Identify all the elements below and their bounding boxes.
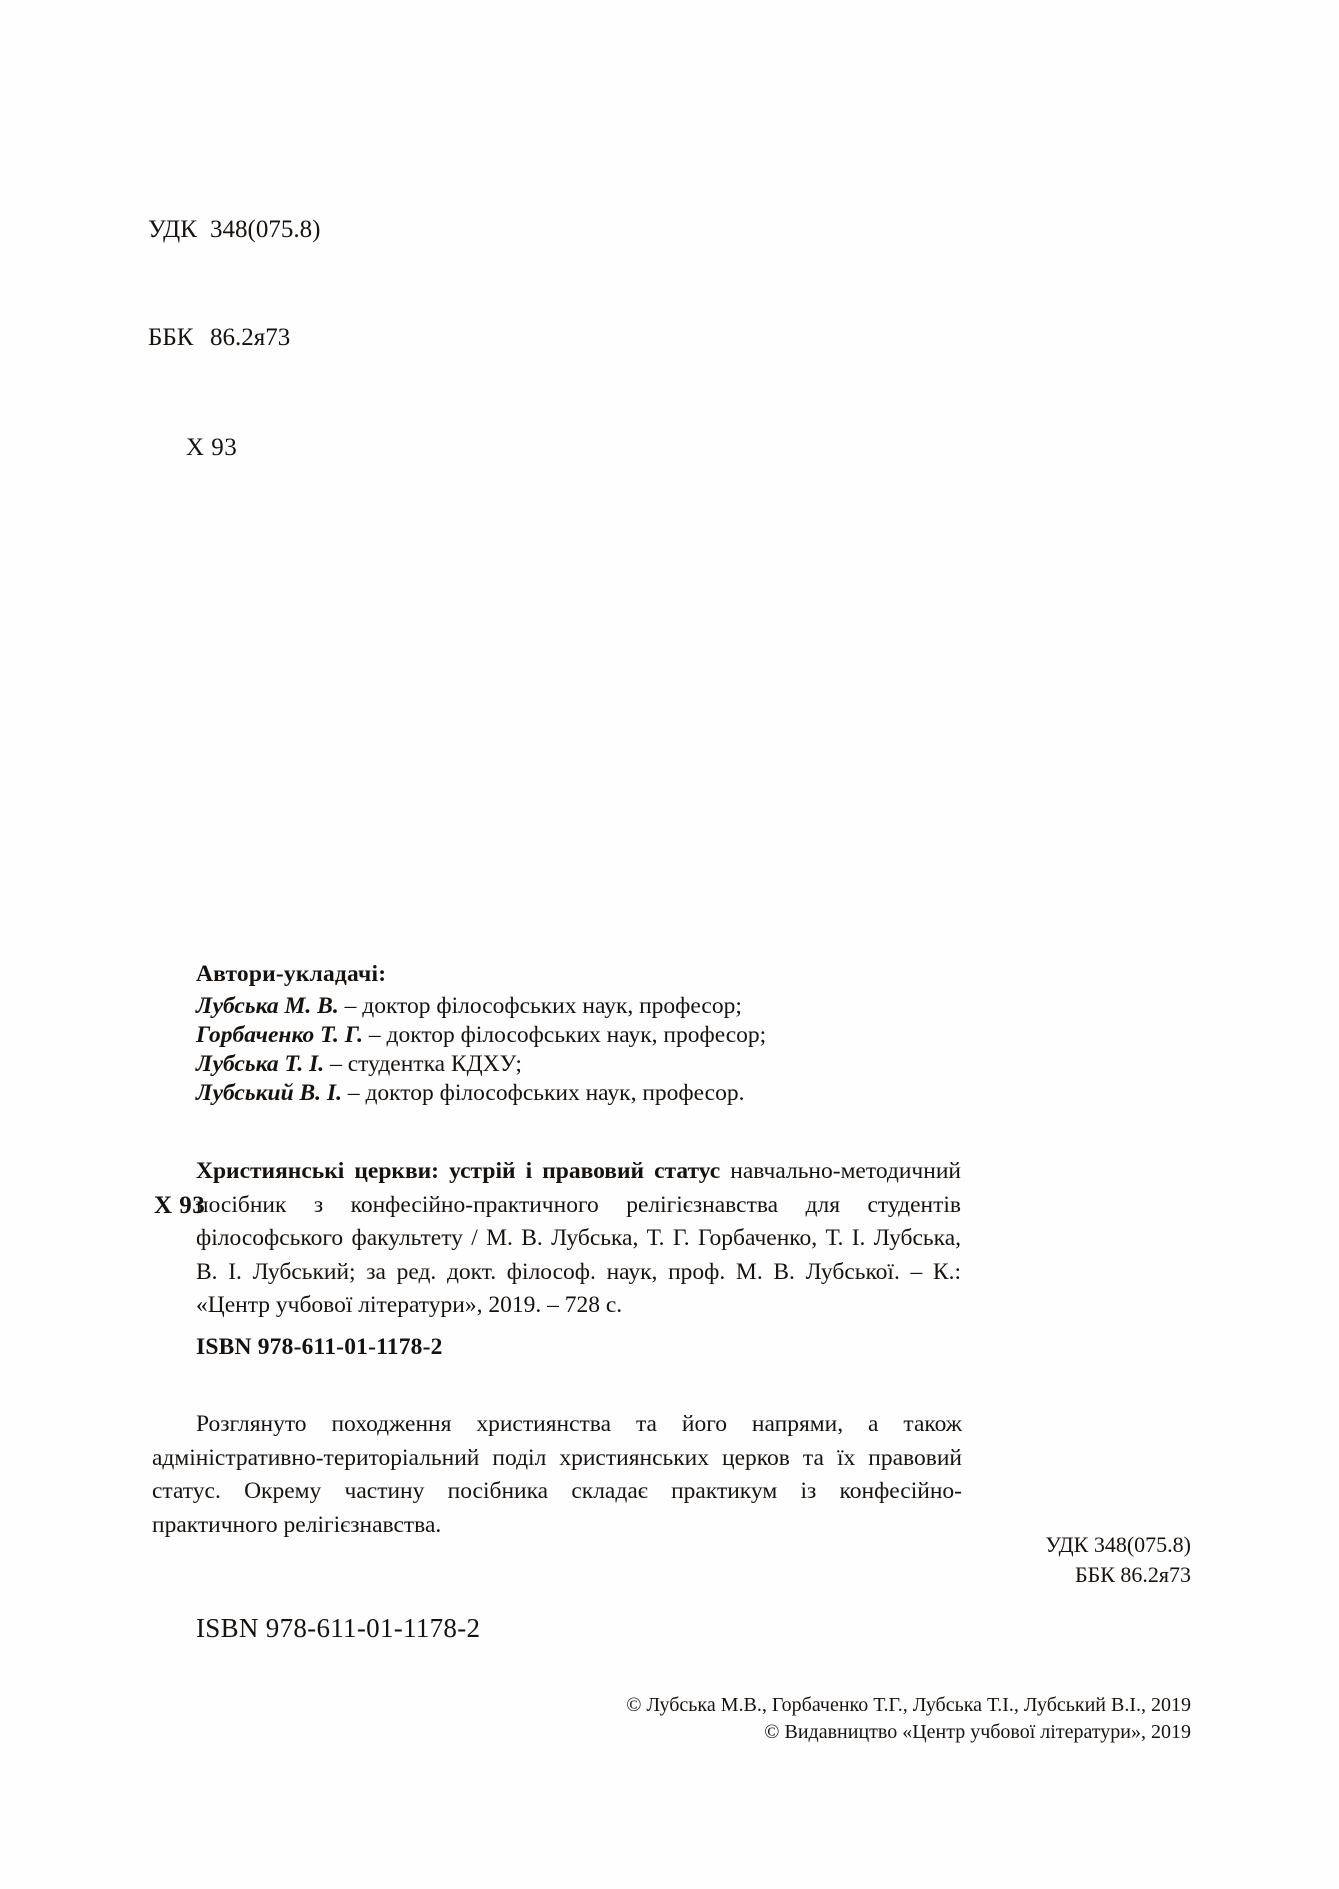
annotation-text: Розглянуто походження християнства та його напрями, а також адміністративно-територіальний поділ християнських церков та їх правовий статус. Окрему частину посібника складає практикум із конфесійно-практичного релігієзнавства.: [152, 1411, 962, 1538]
author-name: Лубська М. В.: [196, 993, 339, 1019]
author-description: – доктор філософських наук, професор;: [338, 993, 742, 1019]
copyright-publisher: © Видавництво «Центр учбової літератури», 2019: [764, 1721, 1191, 1743]
footer-bbk: ББК 86.2я73: [1074, 1562, 1191, 1587]
udk-label: УДК: [148, 216, 197, 243]
bbk-row: [148, 320, 320, 356]
authors-block: [196, 960, 996, 1108]
record-text: [196, 1155, 961, 1323]
record-title: Християнські церкви: устрій і правовий статус: [196, 1158, 721, 1184]
classification-block: [148, 140, 320, 538]
udk-value: 348(075.8): [210, 216, 321, 243]
author-name: Лубський В. І.: [196, 1080, 342, 1106]
author-entry: [196, 1079, 996, 1108]
bbk-label: ББК: [148, 324, 194, 351]
author-entry: [196, 992, 996, 1021]
record-shelf-marker: Х 93: [154, 1192, 206, 1219]
bibliographic-record: [154, 1155, 961, 1323]
isbn-primary: ISBN 978-611-01-1178-2: [196, 1334, 443, 1360]
copyright-block: [626, 1692, 1191, 1746]
copyright-authors: © Лубська М.В., Горбаченко Т.Г., Лубська Т.І., Лубський В.І., 2019: [626, 1694, 1191, 1716]
udk-row: [148, 212, 320, 248]
author-name: Горбаченко Т. Г.: [196, 1022, 364, 1048]
author-entry: [196, 1050, 996, 1079]
author-description: – доктор філософських наук, професор;: [363, 1022, 767, 1048]
footer-udk: УДК 348(075.8): [1045, 1532, 1191, 1557]
author-name: Лубська Т. І.: [196, 1051, 325, 1077]
record-imprint: навчально-методичний посібник з конфесійно-практичного релігієзнавства для студентів філософського факультету / М. В. Лубська, Т. Г. Горбаченко, Т. І. Лубська, В. І. Лубський; за ред. докт. філософ. наук, проф. М. В. Лубської. – К.: «Центр учбової літератури», 2019. – 728 с.: [196, 1158, 961, 1318]
author-description: – доктор філософських наук, професор.: [341, 1080, 745, 1106]
footer-classification: [1045, 1530, 1191, 1590]
shelf-code: Х 93: [186, 434, 238, 461]
isbn-secondary: ISBN 978-611-01-1178-2: [196, 1613, 481, 1643]
author-description: – студентка КДХУ;: [324, 1051, 522, 1077]
authors-heading: Автори-укладачі:: [196, 961, 387, 987]
bbk-value: 86.2я73: [210, 324, 291, 351]
author-entry: [196, 1021, 996, 1050]
